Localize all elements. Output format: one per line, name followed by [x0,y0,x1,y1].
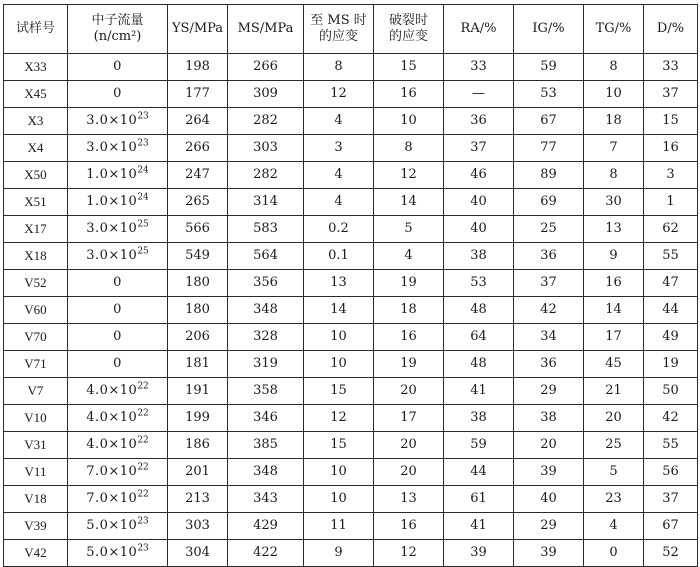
table-row [4,243,698,270]
table-cell-strain-ms: 15 [304,432,374,459]
column-header-line1: 至 MS 时 [310,13,367,28]
table-cell-ys: 180 [168,270,228,297]
table-cell-flux [68,189,168,216]
table-cell-ra: 48 [444,351,514,378]
column-header-line2: 的应变 [318,29,358,44]
table-cell-strain-ms: 10 [304,351,374,378]
table-row [4,108,698,135]
flux-value: 7.0×10 [86,464,138,479]
table-cell-d: 67 [644,513,698,540]
table-cell-strain-break: 18 [374,297,444,324]
table-cell-ms: 358 [228,378,304,405]
table-cell-id: V42 [4,540,68,567]
table-cell-ms: 348 [228,459,304,486]
table-cell-ig: 77 [514,135,584,162]
header-row [4,5,698,54]
column-header-line1: 试样号 [15,21,55,36]
table-cell-ys: 303 [168,513,228,540]
column-header [68,5,168,54]
column-header-line1: 破裂时 [388,13,428,28]
table-cell-ra: 59 [444,432,514,459]
table-cell-tg: 0 [584,540,644,567]
table-cell-ys: 198 [168,54,228,81]
table-cell-flux [68,324,168,351]
table-cell-strain-break: 20 [374,378,444,405]
table-cell-ys: 199 [168,405,228,432]
table-cell-strain-break: 20 [374,432,444,459]
table-cell-flux [68,81,168,108]
table-cell-strain-ms: 12 [304,405,374,432]
table-cell-ms: 266 [228,54,304,81]
table-row [4,135,698,162]
table-cell-d: 47 [644,270,698,297]
table-cell-ys: 213 [168,486,228,513]
table-cell-ms: 422 [228,540,304,567]
table-cell-strain-ms: 10 [304,486,374,513]
table-cell-strain-break: 13 [374,486,444,513]
table-cell-strain-ms: 15 [304,378,374,405]
table-row [4,378,698,405]
table-cell-strain-break: 12 [374,162,444,189]
table-cell-ms: 346 [228,405,304,432]
table-row [4,432,698,459]
table-cell-ys: 247 [168,162,228,189]
table-cell-strain-ms: 0.1 [304,243,374,270]
table-row [4,513,698,540]
table-cell-ms: 309 [228,81,304,108]
table-cell-id: V7 [4,378,68,405]
table-cell-strain-ms: 10 [304,459,374,486]
table-row [4,405,698,432]
table-cell-ig: 69 [514,189,584,216]
table-cell-tg: 7 [584,135,644,162]
table-cell-flux [68,216,168,243]
table-cell-d: 52 [644,540,698,567]
flux-exponent: 23 [137,543,149,554]
table-cell-flux [68,513,168,540]
table-cell-d: 33 [644,54,698,81]
flux-exponent: 22 [137,489,149,500]
table-cell-id: V52 [4,270,68,297]
table-cell-ms: 583 [228,216,304,243]
column-header [374,5,444,54]
table-cell-strain-break: 19 [374,351,444,378]
table-cell-ra: 40 [444,189,514,216]
table-cell-tg: 16 [584,270,644,297]
table-cell-d: 37 [644,81,698,108]
flux-exponent: 25 [137,246,149,257]
table-cell-ms: 385 [228,432,304,459]
data-table [3,4,698,567]
table-cell-id: V70 [4,324,68,351]
table-cell-tg: 9 [584,243,644,270]
table-cell-ra: 61 [444,486,514,513]
table-body [4,54,698,567]
table-cell-ig: 20 [514,432,584,459]
column-header-line1: RA/% [460,21,497,36]
table-cell-id: X51 [4,189,68,216]
table-cell-flux [68,243,168,270]
table-cell-flux [68,297,168,324]
table-cell-ys: 264 [168,108,228,135]
table-cell-ys: 266 [168,135,228,162]
table-cell-strain-break: 15 [374,54,444,81]
flux-exponent: 23 [137,111,149,122]
table-row [4,486,698,513]
table-cell-flux [68,108,168,135]
column-header-line1: TG/% [595,21,632,36]
table-cell-flux [68,432,168,459]
table-cell-d: 49 [644,324,698,351]
table-row [4,189,698,216]
table-cell-ig: 38 [514,405,584,432]
table-cell-strain-ms: 12 [304,81,374,108]
table-row [4,297,698,324]
table-cell-id: V39 [4,513,68,540]
flux-value: 3.0×10 [86,248,138,263]
table-cell-tg: 8 [584,162,644,189]
table-cell-tg: 13 [584,216,644,243]
table-cell-id: X4 [4,135,68,162]
flux-exponent: 22 [137,435,149,446]
table-cell-ig: 42 [514,297,584,324]
table-cell-tg: 21 [584,378,644,405]
table-cell-id: V60 [4,297,68,324]
flux-value: 0 [113,86,122,101]
table-row [4,216,698,243]
table-cell-strain-ms: 4 [304,162,374,189]
table-cell-d: 15 [644,108,698,135]
table-cell-ig: 25 [514,216,584,243]
table-cell-ys: 177 [168,81,228,108]
table-cell-strain-break: 4 [374,243,444,270]
table-cell-tg: 45 [584,351,644,378]
table-cell-ms: 282 [228,108,304,135]
table-cell-strain-ms: 8 [304,54,374,81]
column-header-line1: D/% [656,21,685,36]
table-cell-tg: 30 [584,189,644,216]
column-header-line1: 中子流量 [91,13,144,28]
table-cell-strain-break: 16 [374,513,444,540]
table-cell-ys: 265 [168,189,228,216]
table-cell-ra: 33 [444,54,514,81]
flux-value: 1.0×10 [86,194,138,209]
table-cell-flux [68,540,168,567]
column-header-line2: (n/cm²) [93,29,142,44]
table-cell-tg: 20 [584,405,644,432]
table-cell-strain-break: 20 [374,459,444,486]
table-cell-ig: 34 [514,324,584,351]
table-cell-strain-break: 16 [374,324,444,351]
flux-value: 3.0×10 [86,140,138,155]
table-cell-ra: 64 [444,324,514,351]
table-cell-ig: 39 [514,540,584,567]
table-cell-id: X50 [4,162,68,189]
column-header [168,5,228,54]
flux-value: 3.0×10 [86,113,138,128]
table-cell-flux [68,459,168,486]
table-cell-strain-ms: 4 [304,189,374,216]
table-cell-ms: 564 [228,243,304,270]
table-cell-ys: 206 [168,324,228,351]
table-cell-flux [68,378,168,405]
table-cell-ms: 282 [228,162,304,189]
column-header [584,5,644,54]
table-cell-ms: 328 [228,324,304,351]
table-cell-id: V11 [4,459,68,486]
table-cell-ys: 191 [168,378,228,405]
table-cell-ys: 186 [168,432,228,459]
table-cell-flux [68,54,168,81]
table-cell-ra: 41 [444,513,514,540]
table-cell-ra: 53 [444,270,514,297]
table-cell-tg: 18 [584,108,644,135]
table-cell-ms: 303 [228,135,304,162]
table-cell-ys: 181 [168,351,228,378]
table-row [4,81,698,108]
flux-value: 1.0×10 [86,167,138,182]
table-cell-ra: 39 [444,540,514,567]
table-cell-d: 55 [644,432,698,459]
table-cell-ys: 304 [168,540,228,567]
table-cell-strain-break: 12 [374,540,444,567]
table-cell-strain-ms: 9 [304,540,374,567]
table-cell-id: V71 [4,351,68,378]
table-cell-strain-ms: 14 [304,297,374,324]
table-cell-d: 1 [644,189,698,216]
table-cell-ra: 38 [444,405,514,432]
table-cell-ig: 40 [514,486,584,513]
table-row [4,270,698,297]
table-cell-d: 56 [644,459,698,486]
table-cell-strain-ms: 0.2 [304,216,374,243]
table-cell-tg: 14 [584,297,644,324]
flux-exponent: 24 [137,165,149,176]
table-cell-flux [68,162,168,189]
flux-value: 0 [113,302,122,317]
table-cell-id: X45 [4,81,68,108]
table-cell-ig: 67 [514,108,584,135]
table-cell-flux [68,135,168,162]
flux-exponent: 22 [137,408,149,419]
table-cell-ig: 29 [514,513,584,540]
table-cell-d: 16 [644,135,698,162]
table-cell-flux [68,270,168,297]
table-header [4,5,698,54]
table-cell-ig: 53 [514,81,584,108]
table-cell-strain-break: 17 [374,405,444,432]
table-row [4,351,698,378]
table-cell-d: 50 [644,378,698,405]
table-cell-ra: — [444,81,514,108]
flux-value: 3.0×10 [86,221,138,236]
flux-value: 0 [113,275,122,290]
table-cell-id: X3 [4,108,68,135]
table-cell-strain-ms: 13 [304,270,374,297]
flux-value: 4.0×10 [86,437,138,452]
table-cell-ra: 48 [444,297,514,324]
column-header [304,5,374,54]
table-cell-ra: 44 [444,459,514,486]
table-cell-ys: 549 [168,243,228,270]
column-header-line1: YS/MPa [171,21,224,36]
table-cell-ra: 46 [444,162,514,189]
table-cell-ig: 59 [514,54,584,81]
flux-exponent: 24 [137,192,149,203]
table-row [4,324,698,351]
table-cell-d: 3 [644,162,698,189]
table-cell-strain-ms: 11 [304,513,374,540]
table-cell-flux [68,351,168,378]
table-cell-strain-break: 16 [374,81,444,108]
flux-exponent: 22 [137,381,149,392]
table-cell-ms: 356 [228,270,304,297]
table-cell-ys: 566 [168,216,228,243]
column-header-line1: IG/% [532,21,565,36]
table-cell-flux [68,405,168,432]
table-cell-d: 55 [644,243,698,270]
column-header-line2: 的应变 [388,29,428,44]
table-cell-ra: 37 [444,135,514,162]
table-cell-ig: 29 [514,378,584,405]
table-cell-strain-break: 19 [374,270,444,297]
column-header [228,5,304,54]
flux-value: 5.0×10 [86,518,138,533]
table-row [4,459,698,486]
column-header [444,5,514,54]
table-row [4,540,698,567]
table-row [4,162,698,189]
table-row [4,54,698,81]
flux-value: 0 [113,59,122,74]
flux-value: 7.0×10 [86,491,138,506]
table-cell-ra: 40 [444,216,514,243]
table-cell-tg: 10 [584,81,644,108]
column-header [644,5,698,54]
flux-value: 4.0×10 [86,383,138,398]
table-cell-ys: 180 [168,297,228,324]
column-header [514,5,584,54]
column-header-line1: MS/MPa [237,21,294,36]
table-cell-d: 37 [644,486,698,513]
table-cell-ms: 319 [228,351,304,378]
table-cell-ra: 38 [444,243,514,270]
flux-value: 0 [113,356,122,371]
table-cell-id: V31 [4,432,68,459]
table-cell-strain-ms: 3 [304,135,374,162]
table-cell-strain-break: 10 [374,108,444,135]
table-cell-strain-break: 8 [374,135,444,162]
table-cell-ig: 36 [514,351,584,378]
table-cell-strain-ms: 4 [304,108,374,135]
table-cell-ig: 37 [514,270,584,297]
table-cell-ra: 41 [444,378,514,405]
flux-exponent: 25 [137,219,149,230]
table-cell-d: 19 [644,351,698,378]
table-cell-id: X18 [4,243,68,270]
table-cell-id: X33 [4,54,68,81]
column-header [4,5,68,54]
table-cell-d: 42 [644,405,698,432]
table-cell-strain-break: 14 [374,189,444,216]
table-cell-ra: 36 [444,108,514,135]
table-cell-d: 44 [644,297,698,324]
table-cell-tg: 5 [584,459,644,486]
flux-value: 5.0×10 [86,545,138,560]
table-cell-ms: 314 [228,189,304,216]
table-cell-tg: 23 [584,486,644,513]
table-cell-ms: 348 [228,297,304,324]
flux-exponent: 22 [137,462,149,473]
table-cell-tg: 8 [584,54,644,81]
table-cell-ys: 201 [168,459,228,486]
table-cell-id: V10 [4,405,68,432]
table-cell-d: 62 [644,216,698,243]
table-cell-id: X17 [4,216,68,243]
table-cell-flux [68,486,168,513]
table-cell-ig: 39 [514,459,584,486]
table-cell-tg: 4 [584,513,644,540]
flux-value: 0 [113,329,122,344]
table-cell-ms: 429 [228,513,304,540]
table-cell-ig: 89 [514,162,584,189]
table-cell-ms: 343 [228,486,304,513]
table-cell-tg: 17 [584,324,644,351]
table-cell-strain-break: 5 [374,216,444,243]
table-cell-id: V18 [4,486,68,513]
table-cell-tg: 25 [584,432,644,459]
flux-exponent: 23 [137,516,149,527]
table-cell-strain-ms: 10 [304,324,374,351]
flux-exponent: 23 [137,138,149,149]
flux-value: 4.0×10 [86,410,138,425]
table-cell-ig: 36 [514,243,584,270]
